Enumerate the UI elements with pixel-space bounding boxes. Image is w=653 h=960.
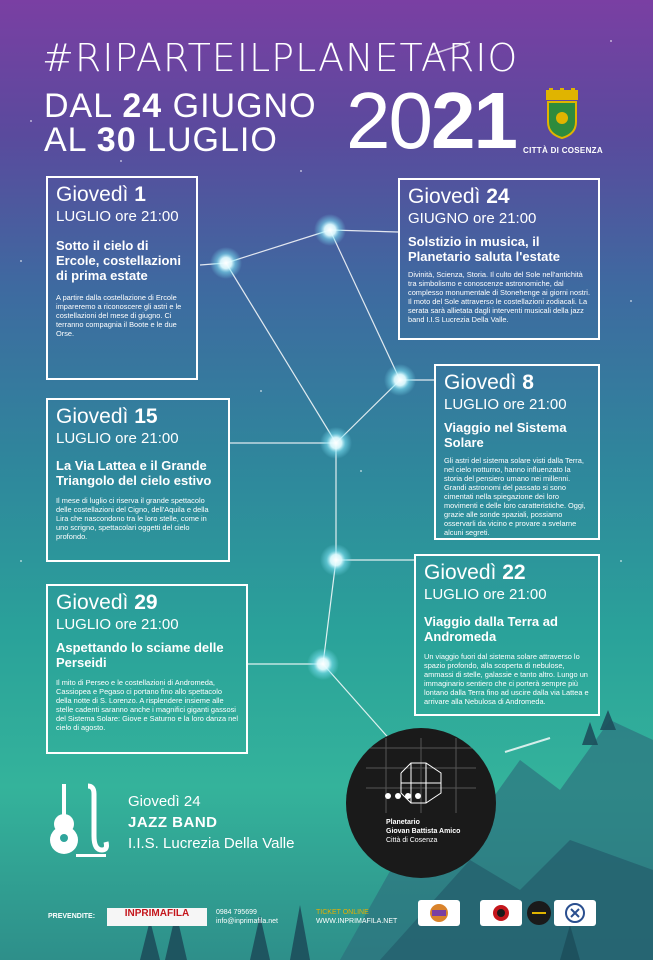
event-time: GIUGNO ore 21:00: [408, 210, 537, 227]
planetarium-line3: Città di Cosenza: [386, 837, 438, 844]
event-day: [56, 184, 188, 206]
event-day-label: Giovedì: [56, 591, 129, 614]
event-day-number: 1: [134, 183, 146, 206]
jazz-school: I.I.S. Lucrezia Della Valle: [128, 835, 295, 852]
event-card-jul-15: [46, 398, 230, 562]
dates-from-label: DAL: [44, 87, 112, 125]
dates-line-1: [44, 88, 317, 124]
ticket-url[interactable]: WWW.INPRIMAFILA.NET: [316, 918, 398, 925]
event-day-number: 22: [502, 561, 526, 584]
hashtag-title: #RIPARTEILPLANETARIO: [42, 36, 519, 80]
event-description: Il mito di Perseo e le costellazioni di Andromeda, Cassiopea e Pegaso ci portano fino allo spettacolo della notte di S. Lorenzo. A risplendere insieme alle stelle cadenti saranno anche i magnifici giganti gassosi del Sistema Solare: Giove e Saturno e la loro danza nel cielo di agosto.: [56, 678, 238, 732]
event-day-label: Giovedì: [444, 371, 517, 394]
event-description: Il mese di luglio ci riserva il grande spettacolo delle costellazioni del Cigno, dell'Aquila e della Lira che nascondono tra le loro stelle, come in uno scrigno, spettacolari oggetti del cielo profondo.: [56, 496, 209, 541]
event-time: LUGLIO ore 21:00: [56, 430, 179, 447]
sponsor-logo-4: [554, 900, 596, 926]
event-title: Sotto il cielo di Ercole, costellazioni di prima estate: [56, 238, 181, 283]
inprimafila-logo: INPRIMAFILA: [107, 908, 207, 926]
event-day: [444, 372, 590, 394]
planetarium-name: [386, 818, 460, 845]
event-time: LUGLIO ore 21:00: [444, 396, 567, 413]
event-day-label: Giovedì: [408, 185, 481, 208]
event-day-label: Giovedì: [56, 183, 129, 206]
event-day-label: Giovedì: [424, 561, 497, 584]
planetarium-logo: [346, 728, 496, 878]
year-bold: 21: [430, 76, 516, 165]
prevendite-label: PREVENDITE:: [48, 913, 96, 920]
event-day: [408, 186, 590, 208]
event-title: Solstizio in musica, il Planetario saluta l'estate: [408, 234, 560, 264]
dates-to-month: LUGLIO: [147, 121, 278, 159]
year: [346, 78, 516, 164]
dates-to-day: 30: [96, 121, 137, 159]
event-day-number: 29: [134, 591, 158, 614]
event-day-label: Giovedì: [56, 405, 129, 428]
footer-email[interactable]: info@inprimafila.net: [216, 918, 278, 925]
event-title: Viaggio nel Sistema Solare: [444, 420, 567, 450]
event-card-jul-22: [414, 554, 600, 716]
event-time: LUGLIO ore 21:00: [424, 586, 547, 603]
planetarium-line2: Giovan Battista Amico: [386, 828, 461, 835]
dates-line-2: [44, 122, 278, 158]
city-crest-icon: [540, 88, 584, 140]
jazz-date: Giovedì 24: [128, 793, 201, 810]
dates-from-month: GIUGNO: [172, 87, 317, 125]
city-label: CITTÀ DI COSENZA: [523, 146, 603, 155]
event-description: Un viaggio fuori dal sistema solare attraverso lo spazio profondo, alla scoperta di nebulose, ammassi di stelle, galassie e tanto altro. Lungo un immaginario sentiero che ci porterà sempre più lontano dalla Terra fino ad uscire dalla via Lattea e arrivare alla Nebulosa di Andromeda.: [424, 652, 589, 706]
planetarium-line1: Planetario: [386, 819, 420, 826]
sponsor-emblem-icon: [554, 900, 596, 926]
ticket-online-label: TICKET ONLINE: [316, 909, 369, 916]
footer-phone: 0984 795699: [216, 909, 257, 916]
event-day-number: 15: [134, 405, 158, 428]
sponsor-emblem-icon: [480, 900, 522, 926]
event-card-jul-29: [46, 584, 248, 754]
event-description: Divinità, Scienza, Storia. Il culto del Sole nell'antichità tra simbolismo e conoscenze astronomiche, dal complesso monumentale di Stonehenge ai giorni nostri. Il moto del Sole attraverso le costellazioni zodiacali. La serata sarà allietata dagli interventi musicali della jazz band I.I.S Lucrezia Della Valle.: [408, 270, 590, 324]
event-day-number: 8: [522, 371, 534, 394]
jazz-title: JAZZ BAND: [128, 814, 218, 831]
year-thin: 20: [346, 76, 431, 165]
sponsor-logo-1: [418, 900, 460, 926]
dates-to-label: AL: [44, 121, 87, 159]
event-day: [56, 592, 238, 614]
event-card-jul-8: [434, 364, 600, 540]
dome-grid-icon: [346, 728, 496, 878]
event-card-jun-24: [398, 178, 600, 340]
sponsor-emblem-icon: [418, 900, 460, 926]
event-day: [424, 562, 590, 584]
event-description: Gli astri del sistema solare visti dalla Terra, nel cielo notturno, hanno influenzato la storia del pensiero umano nei millenni. Grandi astronomi del passato si sono cimentati nella spiegazione dei loro movimenti e delle loro caratteristiche. Oggi, grazie alle sonde spaziali, possiamo osservarli da vicino e provare a svelarne alcuni segreti.: [444, 456, 586, 537]
event-title: Aspettando lo sciame delle Perseidi: [56, 640, 224, 670]
event-day: [56, 406, 220, 428]
sponsor-logo-2: [480, 900, 522, 926]
event-title: Viaggio dalla Terra ad Andromeda: [424, 614, 558, 644]
dates-from-day: 24: [122, 87, 163, 125]
event-time: LUGLIO ore 21:00: [56, 616, 179, 633]
event-description: A partire dalla costellazione di Ercole impareremo a riconoscere gli astri e le costellazioni del mese di giugno. Ci terranno compagnia il Boote e le due Orse.: [56, 293, 182, 338]
event-card-jul-1: [46, 176, 198, 380]
event-day-number: 24: [486, 185, 510, 208]
event-time: LUGLIO ore 21:00: [56, 208, 179, 225]
event-title: La Via Lattea e il Grande Triangolo del cielo estivo: [56, 458, 212, 488]
guitar-saxophone-icon: [46, 780, 110, 858]
